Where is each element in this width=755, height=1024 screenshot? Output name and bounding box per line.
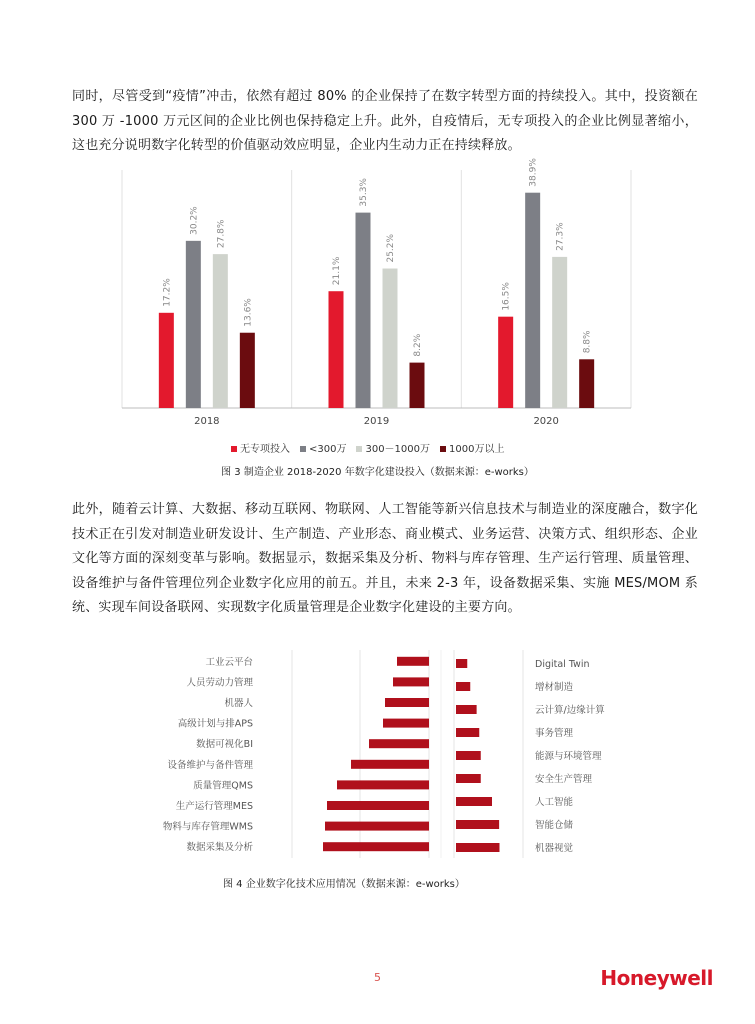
- bar: [351, 760, 429, 769]
- y-tick-label: 云计算/边缘计算: [535, 705, 605, 716]
- data-label: 35.3%: [359, 178, 369, 207]
- legend-label: <300万: [309, 444, 347, 455]
- intro-paragraph: 同时，尽管受到“疫情”冲击，依然有超过 80% 的企业保持了在数字转型方面的持续投入。其中，投资额在 300 万 -1000 万元区间的企业比例也保持稳定上升。此外，自疫情后，无专项投入的企业比例显著缩小，这也充分说明数字化转型的价值驱动效应明显，企业内生动力正在持续释放。: [72, 89, 698, 154]
- y-tick-label: 能源与环境管理: [535, 751, 602, 762]
- legend-label: 300－1000万: [365, 444, 431, 455]
- y-tick-label: Digital Twin: [535, 659, 590, 670]
- y-tick-label: 人员劳动力管理: [186, 677, 253, 689]
- data-label: 21.1%: [332, 256, 342, 286]
- y-tick-label: 设备维护与备件管理: [167, 759, 253, 771]
- x-tick-label: 2019: [363, 416, 390, 427]
- data-label: 30.2%: [189, 206, 200, 235]
- bar: [456, 728, 479, 737]
- data-label: 25.2%: [386, 233, 396, 263]
- y-tick-label: 事务管理: [535, 728, 574, 739]
- bar: [369, 739, 429, 748]
- bar: [327, 801, 429, 810]
- bar: [385, 698, 429, 707]
- bar: [456, 705, 477, 714]
- y-tick-label: 增材制造: [535, 682, 574, 693]
- x-tick-label: 2020: [533, 416, 559, 427]
- y-tick-label: 质量管理QMS: [193, 780, 253, 792]
- data-label: 16.5%: [501, 282, 512, 311]
- data-label: 8.2%: [413, 333, 423, 357]
- y-tick-label: 人工智能: [535, 797, 574, 808]
- data-label: 27.3%: [555, 222, 566, 251]
- bar: [323, 842, 429, 851]
- data-label: 38.9%: [528, 158, 539, 187]
- legend-label: 1000万以上: [449, 444, 505, 455]
- bar: [337, 780, 429, 789]
- figure-3-caption: 图 3 制造企业 2018-2020 年数字化建设投入（数据来源：e-works）: [221, 467, 534, 478]
- bar: [456, 682, 470, 691]
- y-tick-label: 机器人: [224, 698, 253, 709]
- bar: [393, 677, 429, 686]
- brand-logo: Honeywell: [600, 966, 713, 990]
- figure-4-caption: 图 4 企业数字化技术应用情况（数据来源：e-works）: [223, 879, 465, 890]
- y-tick-label: 数据可视化BI: [196, 739, 253, 751]
- y-tick-label: 物料与库存管理WMS: [162, 821, 253, 833]
- y-tick-label: 工业云平台: [205, 656, 253, 668]
- bar: [456, 820, 499, 829]
- y-tick-label: 智能仓储: [535, 820, 574, 831]
- bar: [456, 843, 500, 852]
- y-tick-label: 安全生产管理: [535, 774, 593, 785]
- bar: [456, 797, 492, 806]
- x-tick-label: 2018: [194, 416, 220, 427]
- data-label: 27.8%: [216, 219, 227, 249]
- y-tick-label: 高级计划与排APS: [177, 718, 253, 730]
- data-label: 17.2%: [162, 278, 173, 307]
- bar: [383, 719, 429, 728]
- bar: [325, 822, 429, 831]
- data-label: 13.6%: [243, 298, 254, 327]
- bar: [456, 774, 481, 783]
- page-number: 5: [374, 971, 381, 984]
- bar: [456, 659, 467, 668]
- y-tick-label: 数据采集及分析: [186, 842, 253, 854]
- technology-paragraph: 此外，随着云计算、大数据、移动互联网、物联网、人工智能等新兴信息技术与制造业的深度融合，数字化技术正在引发对制造业研发设计、生产制造、产业形态、商业模式、业务运营、决策方式、组织形态、企业文化等方面的深刻变革与影响。数据显示，数据采集及分析、物料与库存管理、生产运行管理、质量管理、设备维护与备件管理位列企业数字化应用的前五。并且，未来 2-3 年，设备数据采集、实施 MES/MOM 系统、实现车间设备联网、实现数字化质量管理是企业数字化建设的主要方向。: [72, 502, 698, 616]
- y-tick-label: 生产运行管理MES: [175, 801, 253, 812]
- bar: [397, 657, 429, 666]
- bar: [456, 751, 481, 760]
- y-tick-label: 机器视觉: [535, 843, 574, 854]
- legend-label: 无专项投入: [240, 444, 290, 455]
- data-label: 8.8%: [582, 330, 593, 354]
